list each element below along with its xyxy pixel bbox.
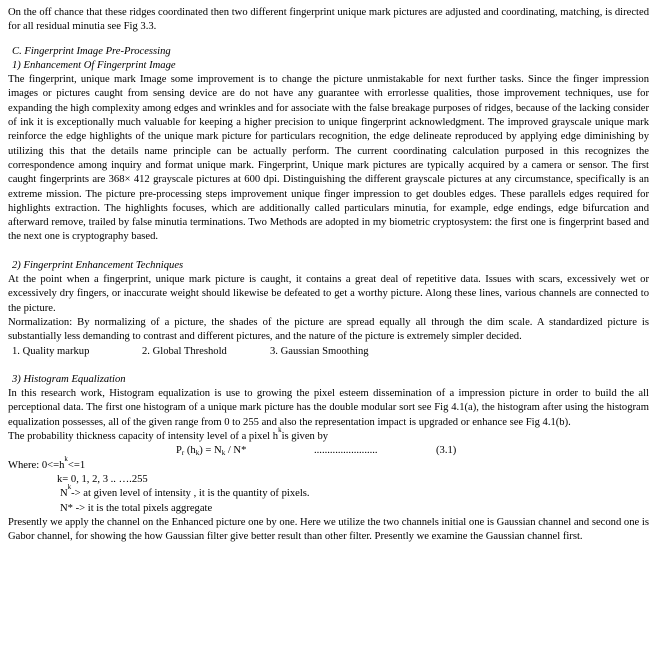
subsection-enhancement-heading: 1) Enhancement Of Fingerprint Image (12, 59, 176, 71)
nstar-definition-line (8, 502, 649, 516)
k-range-text: k= 0, 1, 2, 3 .. ….255 (57, 473, 148, 485)
histogram-paragraph: In this research work, Histogram equalization is use to growing the pixel esteem dissemination of a impression picture in order to build the all perceptional data. The first one histogram of a unique mark picture has the double modular sort see Fig 4.1(a), the histogram after using the histogram equalization possesses, all of the given range from 0 to 255 and also the representation impact is upgraded or enhance see Fig 4.1(b). (8, 388, 649, 428)
equation-leader-dots: ........................ (314, 445, 378, 457)
subsection-techniques-heading: 2) Fingerprint Enhancement Techniques (12, 259, 184, 271)
list-item-global-threshold: 2. Global Threshold (142, 345, 227, 357)
subsection-histogram-heading: 3) Histogram Equalization (12, 373, 126, 385)
where-text: Where: 0<=h (8, 459, 65, 471)
techniques-paragraph: At the point when a fingerprint, unique mark picture is caught, it contains a great deal of repetitive data. Issues with scars, excessively wet or excessively dry fingers, or inaccurate weight should likewise be defeated to get a worthy picture. Along these lines, various channels are connected to the picture. (8, 274, 649, 314)
where-subscript: k (64, 454, 68, 463)
where-text-end: <=1 (67, 459, 86, 471)
where-line (8, 454, 649, 473)
nk-definition-text: -> at given level of intensity , it is the quantity of pixels. (71, 488, 310, 500)
nk-symbol: N (60, 488, 68, 500)
intro-paragraph: On the off chance that these ridges coordinated then two different fingerprint unique mark pictures are adjusted and coordinating, matching, is directed for all residual minutia see Fig 3.3. (8, 7, 649, 33)
nk-subscript: k (67, 483, 72, 492)
enhancement-paragraph: The fingerprint, unique mark Image some improvement is to change the picture unmistakable for next further tasks. Since the finger impression images or pictures caught from sensing device are do not have any guarantee with errorlesse qualities, those improvement techniques, use for expanding the high complexity among edges and wrinkles and for associate with the false breakage purposes of ridges, because of the lacking consider of ink it is exceptionally much valuable for keeping a higher precision to unique fingerprint acknowledgment. The improved grayscale unique mark reinforce the edge highlights of the unique mark picture for particulars recognition, the edge delineate reproduced by applying edge diminishing by utilizing this that the details name principle can be actually perform. The current coordinating calculation purposed in this recognizes the correspondence among inquiry and format unique mark. Fingerprint, Unique mark pictures are typically acquired by a camera or sensor. The first caught fingerprints are 368× 412 grayscale pictures at 600 dpi. Distinguishing the different grayscale pictures at any circumstance, specifically is an extreme mission. The picture pre-processing steps improvement unique finger impression to get doubles edges. These parallels edges required for highlights extraction. The highlights focuses, which are additionally called particulars minutia, for example, edge endings, edge bifurcation and afterward remove, trailed by false minutia terminations. Two Methods are adopted in my biometric cryptosystem: the first one is fingerprint based and the next one is cryptography based. (8, 74, 649, 243)
probability-text: The probability thickness capacity of intensity level of a pixel h (8, 431, 279, 443)
probability-subscript: k (278, 426, 282, 435)
equation-body: $P_r$ $(h_k) = N_k / N*$ (176, 445, 247, 458)
probability-text-end: is given by (281, 431, 329, 443)
probability-line (8, 426, 649, 444)
nk-definition-line (8, 483, 649, 501)
equation-3-1 (8, 444, 649, 458)
nstar-definition-text: N* -> it is the total pixels aggregate (60, 502, 213, 514)
normalization-paragraph: Normalization: By normalizing of a picture, the shades of the picture are spread equally all through the dim scale. A standardized picture is substantially less demanding to contrast and different pictures, and the nature of the picture is extremely simpler decided. (8, 316, 649, 343)
k-range-line (8, 473, 649, 487)
final-paragraph: Presently we apply the channel on the Enhanced picture one by one. Here we utilize the two channels initial one is Gaussian channel and second one is Gabor channel, for showing the how Gaussian filter give better result than other filter. Presently we examine the Gaussian channel first. (8, 516, 649, 543)
list-item-quality-markup: 1. Quality markup (12, 345, 90, 357)
section-c-heading: C. Fingerprint Image Pre-Processing (12, 45, 171, 57)
list-item-gaussian-smoothing: 3. Gaussian Smoothing (270, 345, 369, 357)
technique-list (8, 345, 649, 359)
equation-number: (3.1) (436, 445, 457, 457)
